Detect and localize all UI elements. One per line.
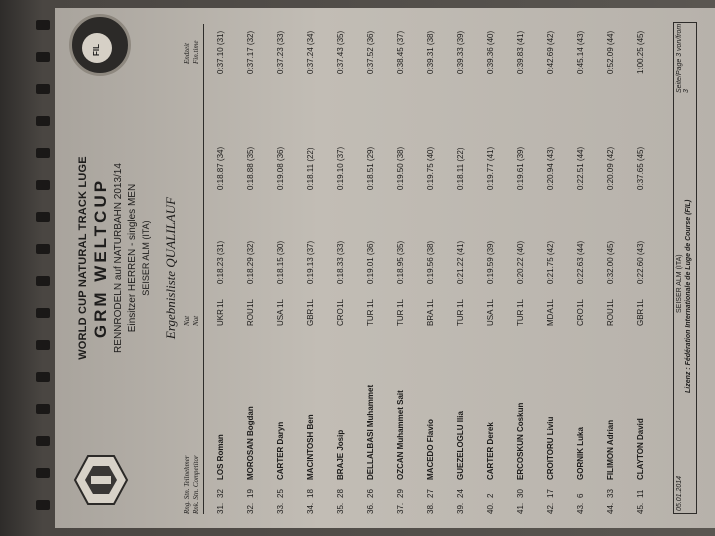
cell-name: FILIMON Adrian: [606, 419, 615, 480]
table-row: [539, 24, 561, 514]
cell-final: 0:45.14 (43): [576, 30, 585, 74]
cell-final: 0:37.43 (35): [336, 30, 345, 74]
cell-r1: 0:20.22 (40): [516, 240, 525, 284]
cell-name: MOROSAN Bogdan: [246, 406, 255, 480]
cell-rank: 33.: [276, 502, 285, 514]
cell-rank: 40.: [486, 502, 495, 514]
cell-rank: 41.: [516, 502, 525, 514]
footer-organization: Lizenz : Fédération Internationale de Luge de Course (FIL): [685, 199, 692, 393]
footer-page: Seite/Page 3 von/from 3: [676, 23, 690, 93]
cell-r1: 0:18.33 (33): [336, 240, 345, 284]
list-title: Ergebnisliste QUALILAUF: [163, 196, 178, 340]
cell-name: GUEZELOGLU Ilia: [456, 411, 465, 480]
cell-r1: 0:22.63 (44): [576, 240, 585, 284]
binder-ring: [36, 244, 50, 254]
cell-rank: 43.: [576, 502, 585, 514]
binder-ring: [36, 52, 50, 62]
cell-nat: TUR: [396, 309, 405, 326]
table-row: [599, 24, 621, 514]
cell-nat: UKR: [216, 309, 225, 326]
cell-cnt: 1L: [366, 299, 375, 308]
cell-st: 30: [516, 489, 525, 498]
table-row: [269, 24, 291, 514]
category-line: Einsitzer HERREN - singles MEN: [127, 183, 138, 333]
cell-name: MACINTOSH Ben: [306, 414, 315, 480]
binder-ring: [36, 500, 50, 510]
cell-st: 28: [336, 489, 345, 498]
event-title: WORLD CUP NATURAL TRACK LUGE: [77, 156, 89, 360]
cell-r2: 0:18.11 (22): [306, 147, 315, 190]
cell-name: CARTER Daryn: [276, 421, 285, 480]
cell-name: DELLALBASI Muhammet: [366, 384, 375, 480]
binder-ring: [36, 468, 50, 478]
cell-nat: USA: [486, 309, 495, 326]
cell-r2: 0:18.51 (29): [366, 146, 375, 190]
cell-name: CROITORU Liviu: [546, 416, 555, 480]
cell-nat: TUR: [456, 309, 465, 326]
cell-cnt: 1L: [426, 299, 435, 308]
cell-cnt: 1L: [606, 299, 615, 308]
cell-name: MACEDO Flavio: [426, 419, 435, 480]
table-row: [509, 24, 531, 514]
cell-r2: 0:22.51 (44): [576, 146, 585, 190]
cell-nat: TUR: [516, 309, 525, 326]
cell-cnt: 1L: [246, 299, 255, 308]
cell-nat: ROU: [246, 308, 255, 326]
cell-rank: 36.: [366, 502, 375, 514]
cell-nat: ROU: [606, 308, 615, 326]
cell-r1: 0:21.22 (41): [456, 240, 465, 284]
cell-r1: 0:19.01 (36): [366, 240, 375, 284]
cell-r1: 0:18.15 (30): [276, 240, 285, 284]
fil-logo-icon: [69, 14, 131, 76]
cell-r2: 0:19.50 (38): [396, 146, 405, 190]
table-row: [359, 24, 381, 514]
binder-ring: [36, 308, 50, 318]
cell-cnt: 1L: [486, 299, 495, 308]
cell-final: 0:42.69 (42): [546, 30, 555, 74]
cell-rank: 38.: [426, 502, 435, 514]
cell-rank: 34.: [306, 502, 315, 514]
table-row: [629, 24, 651, 514]
cell-rank: 37.: [396, 502, 405, 514]
brand-title: GRM WELTCUP: [91, 177, 110, 339]
cell-name: GORNIK Luka: [576, 427, 585, 480]
cell-r1: 0:18.29 (32): [246, 240, 255, 284]
binder-ring: [36, 84, 50, 94]
table-row: [209, 24, 231, 514]
cell-rank: 31.: [216, 502, 225, 514]
cell-r2: 0:19.10 (37): [336, 146, 345, 190]
table-row: [569, 24, 591, 514]
cell-rank: 42.: [546, 502, 555, 514]
cell-rank: 35.: [336, 502, 345, 514]
cell-nat: CRO: [336, 308, 345, 326]
cell-final: 0:39.36 (40): [486, 30, 495, 74]
cell-r1: 0:32.00 (45): [606, 240, 615, 284]
cell-name: CLAYTON David: [636, 418, 645, 480]
cell-r1: 0:18.95 (35): [396, 240, 405, 284]
cell-cnt: 1L: [306, 299, 315, 308]
cell-final: 0:39.31 (38): [426, 30, 435, 74]
cell-nat: USA: [276, 309, 285, 326]
cell-final: 0:39.83 (41): [516, 30, 525, 74]
cell-r2: 0:20.94 (43): [546, 146, 555, 190]
worldcup-logo-icon: [71, 450, 131, 510]
cell-r2: 0:19.75 (40): [426, 146, 435, 190]
cell-nat: CRO: [576, 308, 585, 326]
cell-cnt: 1L: [336, 299, 345, 308]
cell-cnt: 1L: [396, 299, 405, 308]
binder-ring: [36, 404, 50, 414]
cell-rank: 39.: [456, 502, 465, 514]
cell-st: 2: [486, 493, 495, 498]
cell-final: 0:39.33 (39): [456, 30, 465, 74]
cell-st: 24: [456, 489, 465, 498]
result-sheet: [55, 8, 715, 528]
table-row: [239, 24, 261, 514]
discipline-line: RENNRODELN auf NATURBAHN 2013/14: [113, 163, 124, 353]
cell-final: 0:52.09 (44): [606, 30, 615, 74]
cell-name: LOS Roman: [216, 434, 225, 480]
cell-rank: 45.: [636, 502, 645, 514]
footer-date: 05.01.2014: [676, 475, 683, 511]
binder-ring: [36, 20, 50, 30]
footer-location: SEISER ALM (ITA): [676, 254, 683, 313]
cell-cnt: 1L: [456, 299, 465, 308]
cell-r2: 0:18.88 (35): [246, 146, 255, 190]
cell-r1: 0:18.23 (31): [216, 240, 225, 284]
cell-name: ERCOSKUN Coskun: [516, 402, 525, 480]
cell-nat: GBR: [636, 308, 645, 326]
fil-logo-text: FIL: [92, 44, 101, 56]
binder-ring: [36, 276, 50, 286]
cell-rank: 44.: [606, 502, 615, 514]
cell-r2: 0:37.65 (45): [636, 146, 645, 190]
footer: [673, 22, 697, 514]
cell-st: 25: [276, 489, 285, 498]
rank-column-header: Rng. Stn. Teilnehmer Rnk. Stn. Competitor: [183, 455, 200, 514]
cell-st: 33: [606, 489, 615, 498]
table-row: [329, 24, 351, 514]
header-rule: [203, 24, 204, 514]
cell-cnt: 1L: [516, 299, 525, 308]
cell-nat: TUR: [366, 309, 375, 326]
table-row: [299, 24, 321, 514]
cell-r2: 0:19.77 (41): [486, 146, 495, 190]
cell-rank: 32.: [246, 502, 255, 514]
cell-st: 18: [306, 489, 315, 498]
cell-cnt: 1L: [216, 299, 225, 308]
cell-final: 0:38.45 (37): [396, 30, 405, 74]
cell-r1: 0:19.56 (38): [426, 240, 435, 284]
cell-r2: 0:18.11 (22): [456, 147, 465, 190]
cell-final: 0:37.23 (33): [276, 30, 285, 74]
cell-name: CARTER Derek: [486, 422, 495, 480]
cell-r1: 0:22.60 (43): [636, 240, 645, 284]
cell-nat: GBR: [306, 308, 315, 326]
cell-st: 29: [396, 489, 405, 498]
cell-st: 19: [246, 489, 255, 498]
binder-ring: [36, 148, 50, 158]
location-line: SEISER ALM (ITA): [141, 220, 151, 296]
binder-ring: [36, 180, 50, 190]
cell-st: 26: [366, 489, 375, 498]
cell-cnt: 1L: [276, 299, 285, 308]
cell-st: 17: [546, 489, 555, 498]
cell-final: 1:00.25 (45): [636, 30, 645, 74]
table-row: [449, 24, 471, 514]
final-column-header: Endzeit Fin.time: [183, 40, 200, 64]
cell-name: BRAJE Josip: [336, 429, 345, 480]
binder-ring: [36, 212, 50, 222]
cell-final: 0:37.52 (36): [366, 30, 375, 74]
cell-cnt: 1L: [576, 299, 585, 308]
cell-r1: 0:21.75 (42): [546, 240, 555, 284]
cell-r1: 0:19.13 (37): [306, 240, 315, 284]
cell-cnt: 1L: [546, 299, 555, 308]
cell-st: 11: [636, 489, 645, 498]
table-row: [389, 24, 411, 514]
cell-r2: 0:18.87 (34): [216, 146, 225, 190]
cell-st: 27: [426, 489, 435, 498]
rotated-page: [55, 8, 715, 528]
nat-column-header: Nat Nat: [183, 315, 200, 326]
cell-final: 0:37.17 (32): [246, 30, 255, 74]
cell-final: 0:37.24 (34): [306, 30, 315, 74]
cell-st: 32: [216, 489, 225, 498]
cell-nat: BRA: [426, 309, 435, 326]
cell-name: OZCAN Muhammet Sait: [396, 390, 405, 480]
binder-ring: [36, 340, 50, 350]
cell-r2: 0:19.61 (39): [516, 146, 525, 190]
cell-r2: 0:20.09 (42): [606, 146, 615, 190]
binder-ring: [36, 372, 50, 382]
table-row: [419, 24, 441, 514]
cell-cnt: 1L: [636, 299, 645, 308]
binder-rings: [36, 0, 50, 536]
cell-final: 0:37.10 (31): [216, 30, 225, 74]
cell-r2: 0:19.08 (36): [276, 146, 285, 190]
cell-st: 6: [576, 493, 585, 498]
cell-r1: 0:19.59 (39): [486, 240, 495, 284]
binder-ring: [36, 116, 50, 126]
binder-ring: [36, 436, 50, 446]
cell-nat: MDA: [546, 308, 555, 326]
table-row: [479, 24, 501, 514]
